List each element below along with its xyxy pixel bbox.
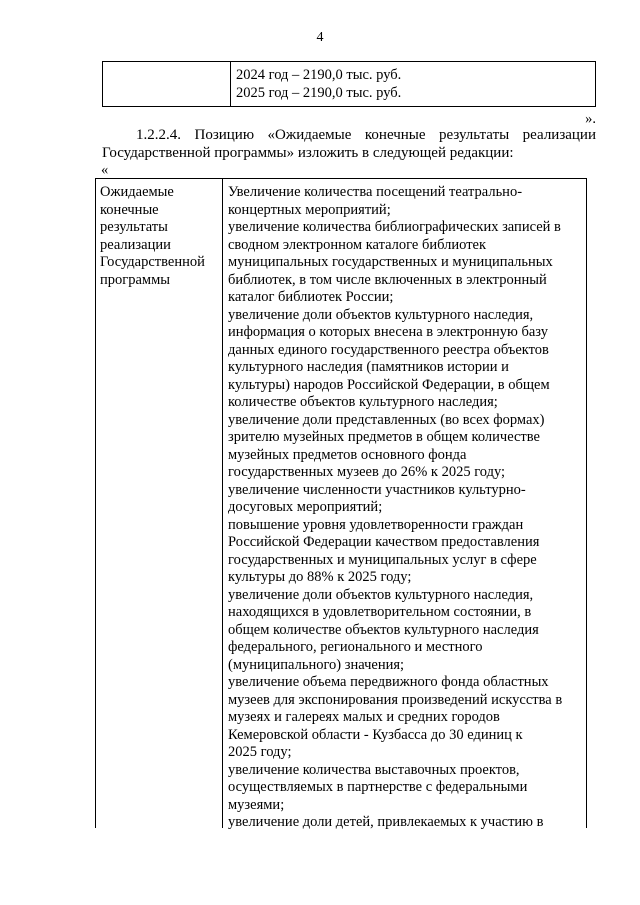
result-line: государственных и муниципальных услуг в сфере [228, 551, 537, 568]
result-line: повышение уровня удовлетворенности граждан [228, 516, 524, 533]
result-line: увеличение доли представленных (во всех формах) [228, 411, 545, 428]
result-line: федерального, регионального и местного [228, 639, 483, 655]
result-line: увеличение количества библиографических записей в [228, 219, 561, 235]
expected-results-table [95, 178, 587, 828]
result-line: находящихся в удовлетворительном состоянии, в [228, 604, 532, 620]
result-line: осуществляемых в партнерстве с федеральными [228, 779, 528, 795]
page-number: 4 [316, 30, 324, 45]
result-line: информация о которых внесена в электронную базу [228, 324, 548, 340]
result-line: музеях и галереях малых и средних городов [228, 709, 500, 725]
result-line: муниципальных государственных и муниципальных [228, 254, 553, 270]
funding-table-fragment [102, 61, 596, 107]
label-line: результаты [100, 219, 168, 235]
result-line: 2025 году; [228, 744, 292, 760]
funding-table-empty-cell [103, 62, 231, 106]
funding-table-values-cell [231, 62, 595, 106]
result-line: досуговых мероприятий; [228, 499, 383, 515]
funding-line-2024: 2024 год – 2190,0 тыс. руб. [236, 67, 402, 83]
amendment-paragraph [102, 126, 596, 162]
paragraph-line-2: Государственной программы» изложить в следующей редакции: [102, 145, 514, 161]
result-line: библиотек, в том числе включенных в электронный [228, 271, 547, 288]
label-line: Государственной [100, 254, 205, 270]
result-line: зрителю музейных предметов в общем количестве [228, 429, 540, 445]
label-line: конечные [100, 201, 159, 218]
result-line: Кемеровской области - Кузбасса до 30 единиц к [228, 726, 523, 743]
result-line: увеличение численности участников культурно- [228, 481, 526, 498]
result-line: увеличение количества выставочных проектов, [228, 761, 520, 778]
funding-line-2025: 2025 год – 2190,0 тыс. руб. [236, 85, 402, 101]
label-line: реализации [100, 236, 171, 253]
result-line: данных единого государственного реестра объектов [228, 341, 549, 358]
result-line: государственных музеев до 26% к 2025 году; [228, 464, 506, 480]
result-line: (муниципального) значения; [228, 656, 405, 673]
result-line: увеличение доли объектов культурного наследия, [228, 586, 534, 603]
results-content-cell [223, 179, 586, 828]
results-label-cell [96, 179, 223, 828]
label-line: Ожидаемые [100, 184, 174, 200]
result-line: Российской Федерации качеством предоставления [228, 534, 540, 550]
result-line: музейных предметов основного фонда [228, 446, 467, 463]
result-line: увеличение доли объектов культурного наследия, [228, 306, 534, 323]
paragraph-line-1: 1.2.2.4. Позицию «Ожидаемые конечные результаты реализации [136, 127, 596, 143]
label-line: программы [100, 271, 170, 288]
result-line: Увеличение количества посещений театрально- [228, 184, 523, 200]
result-line: каталог библиотек России; [228, 289, 394, 305]
result-line: культурного наследия (памятников истории и [228, 359, 509, 375]
result-line: общем количестве объектов культурного наследия [228, 621, 539, 638]
result-line: культуры до 88% к 2025 году; [228, 569, 412, 585]
result-line: культуры) народов Российской Федерации, в общем [228, 376, 550, 393]
result-line: концертных мероприятий; [228, 201, 391, 218]
result-line: музеями; [228, 796, 285, 813]
result-line: увеличение объема передвижного фонда областных [228, 674, 549, 690]
opening-quote: « [101, 162, 109, 178]
result-line: увеличение доли детей, привлекаемых к участию в [228, 814, 544, 830]
result-line: музеев для экспонирования произведений искусства в [228, 691, 563, 708]
closing-quote: ». [585, 111, 596, 127]
result-line: количестве объектов культурного наследия; [228, 394, 498, 410]
result-line: сводном электронном каталоге библиотек [228, 236, 487, 253]
